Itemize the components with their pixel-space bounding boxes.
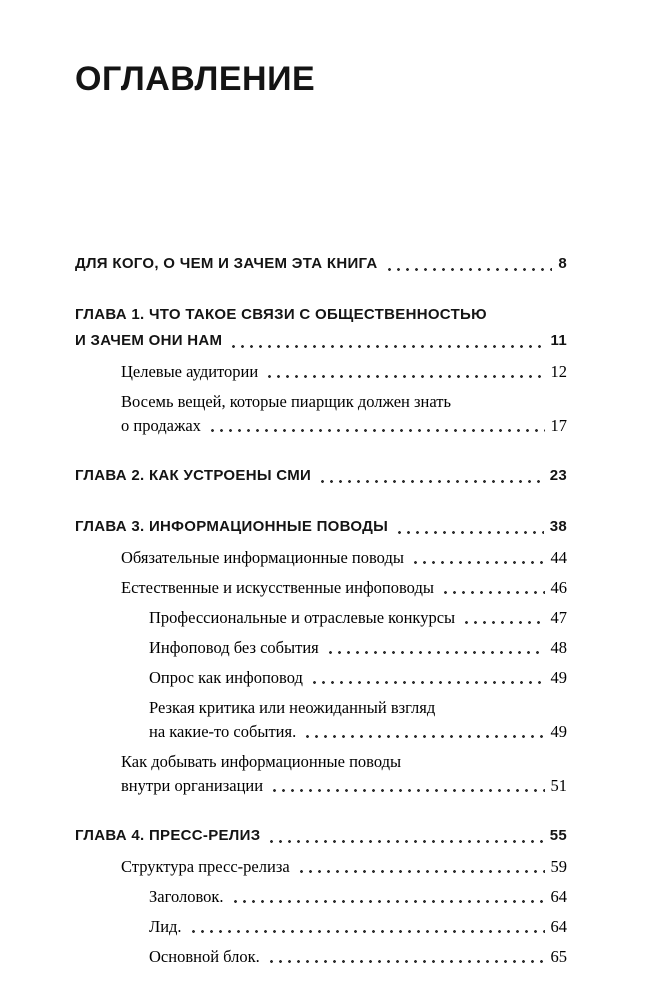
page-title: ОГЛАВЛЕНИЕ xyxy=(75,60,316,98)
toc-entry-line xyxy=(149,636,567,660)
toc-page-number: 51 xyxy=(550,776,567,795)
toc-page-number: 8 xyxy=(558,255,567,272)
toc-entry-line xyxy=(149,945,567,969)
toc-chapter-entry xyxy=(75,463,567,489)
toc-entry-title: ГЛАВА 3. ИНФОРМАЦИОННЫЕ ПОВОДЫ xyxy=(75,518,389,535)
toc-entry-title: Лид. xyxy=(149,917,182,936)
toc-chapter-entry xyxy=(75,251,567,277)
toc-entry xyxy=(149,915,567,939)
toc-entry-title: И ЗАЧЕМ ОНИ НАМ xyxy=(75,332,223,349)
toc-page-number: 64 xyxy=(550,917,567,936)
toc-page-number: 59 xyxy=(550,857,567,876)
toc-entry-title: Естественные и искусственные инфоповоды xyxy=(121,578,434,597)
toc-chapter-entry xyxy=(75,514,567,540)
toc-page-number: 44 xyxy=(550,548,567,567)
dot-leader xyxy=(310,681,545,684)
toc-entry-title: о продажах xyxy=(121,416,201,435)
dot-leader xyxy=(411,561,545,564)
toc-entry-line xyxy=(121,390,567,414)
toc-page-number: 12 xyxy=(550,362,567,381)
toc-entry-title: Структура пресс-релиза xyxy=(121,857,290,876)
dot-leader xyxy=(270,789,544,792)
toc-page-number: 65 xyxy=(550,947,567,966)
toc-entry-line xyxy=(121,774,567,798)
toc-page-number: 46 xyxy=(550,578,567,597)
toc-page-number: 64 xyxy=(550,887,567,906)
toc-entry xyxy=(149,666,567,690)
toc-entry-line xyxy=(75,823,567,849)
toc-entry-line xyxy=(121,750,567,774)
toc-entry-line xyxy=(149,915,567,939)
toc-page-number: 55 xyxy=(549,827,567,844)
toc-entry xyxy=(121,546,567,570)
toc-page-number: 48 xyxy=(550,638,567,657)
dot-leader xyxy=(441,591,545,594)
toc-chapter-entry xyxy=(75,823,567,849)
toc-entry-title: Обязательные информационные поводы xyxy=(121,548,404,567)
toc-entry-line xyxy=(121,576,567,600)
toc-entry xyxy=(149,945,567,969)
dot-leader xyxy=(265,375,544,378)
toc-entry-line xyxy=(121,546,567,570)
toc-entry-line xyxy=(149,696,567,720)
toc-page-number: 38 xyxy=(549,518,567,535)
toc-entry-line xyxy=(121,855,567,879)
toc-entry-title: Инфоповод без события xyxy=(149,638,319,657)
toc-entry-line xyxy=(75,514,567,540)
dot-leader xyxy=(326,651,545,654)
toc-entry-title: ДЛЯ КОГО, О ЧЕМ И ЗАЧЕМ ЭТА КНИГА xyxy=(75,255,378,272)
dot-leader xyxy=(267,840,543,843)
toc-entry xyxy=(149,636,567,660)
dot-leader xyxy=(462,621,544,624)
toc-entry-title: Заголовок. xyxy=(149,887,224,906)
toc-entry-title: Как добывать информационные поводы xyxy=(121,752,402,771)
toc-entry-line xyxy=(75,328,567,354)
toc-entry-title: Резкая критика или неожиданный взгляд xyxy=(149,698,436,717)
dot-leader xyxy=(318,480,544,483)
toc-page-number: 17 xyxy=(550,416,567,435)
toc-entry-line xyxy=(149,885,567,909)
toc-entry xyxy=(121,390,567,438)
toc-entry-title: Опрос как инфоповод xyxy=(149,668,303,687)
dot-leader xyxy=(229,345,544,348)
toc-page-number: 47 xyxy=(550,608,567,627)
toc-entry-title: ГЛАВА 2. КАК УСТРОЕНЫ СМИ xyxy=(75,467,312,484)
toc-entry-title: Основной блок. xyxy=(149,947,260,966)
dot-leader xyxy=(297,870,545,873)
toc-entry-title: ГЛАВА 4. ПРЕСС-РЕЛИЗ xyxy=(75,827,261,844)
toc-entry-title: Восемь вещей, которые пиарщик должен знать xyxy=(121,392,451,411)
dot-leader xyxy=(395,531,544,534)
toc-entry-title: внутри организации xyxy=(121,776,264,795)
toc-entry-title: Профессиональные и отраслевые конкурсы xyxy=(149,608,456,627)
toc-entry-title: на какие-то события. xyxy=(149,722,297,741)
toc-entry-line xyxy=(121,414,567,438)
toc-page-number: 49 xyxy=(550,668,567,687)
toc-entry-line xyxy=(75,251,567,277)
toc-entry-title: Целевые аудитории xyxy=(121,362,259,381)
toc-entry-line xyxy=(149,720,567,744)
toc-chapter-entry xyxy=(75,302,567,354)
dot-leader xyxy=(189,930,545,933)
toc-entry-title: ГЛАВА 1. ЧТО ТАКОЕ СВЯЗИ С ОБЩЕСТВЕННОСТЬЮ xyxy=(75,306,487,323)
dot-leader xyxy=(231,900,545,903)
toc-entry-line xyxy=(149,606,567,630)
table-of-contents xyxy=(75,251,567,969)
toc-entry xyxy=(121,360,567,384)
toc-entry xyxy=(149,606,567,630)
toc-entry xyxy=(121,855,567,879)
toc-page-number: 23 xyxy=(549,467,567,484)
dot-leader xyxy=(385,268,553,271)
toc-entry-line xyxy=(121,360,567,384)
dot-leader xyxy=(303,735,544,738)
toc-entry-line xyxy=(75,302,567,328)
toc-entry xyxy=(121,576,567,600)
dot-leader xyxy=(267,960,545,963)
toc-entry xyxy=(121,750,567,798)
toc-page-number: 49 xyxy=(550,722,567,741)
toc-entry-line xyxy=(75,463,567,489)
toc-entry xyxy=(149,696,567,744)
toc-entry-line xyxy=(149,666,567,690)
dot-leader xyxy=(208,429,545,432)
toc-page-number: 11 xyxy=(550,332,567,349)
toc-entry xyxy=(149,885,567,909)
